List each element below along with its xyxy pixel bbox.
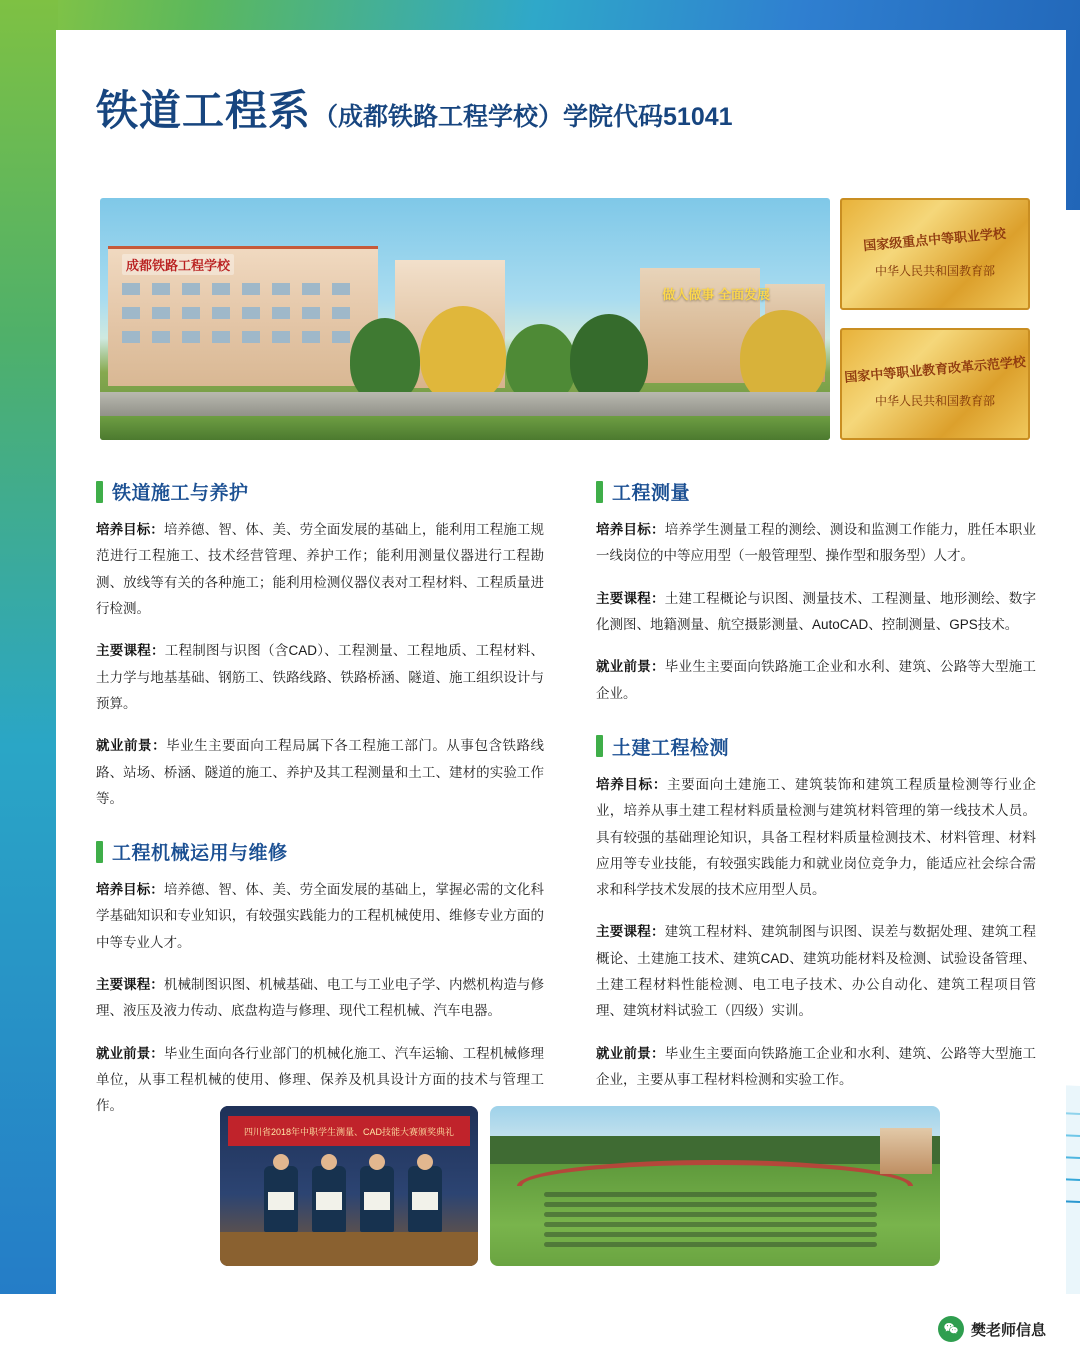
major-courses bbox=[596, 919, 1036, 1024]
plaque-title: 国家中等职业教育改革示范学校 bbox=[843, 354, 1027, 385]
goal-label: 培养目标： bbox=[96, 882, 164, 898]
plaque-issuer: 中华人民共和国教育部 bbox=[874, 264, 995, 278]
left-column bbox=[96, 478, 544, 1146]
photo-table bbox=[220, 1232, 478, 1266]
school-name-sign: 成都铁路工程学校 bbox=[122, 254, 234, 275]
goal-text: 培养学生测量工程的测绘、测设和监测工作能力，胜任本职业一线岗位的中等应用型（一般管理型、操作型和服务型）人才。 bbox=[596, 522, 1037, 564]
goal-text: 培养德、智、体、美、劳全面发展的基础上，掌握必需的文化科学基础知识和专业知识，有较强实践能力的工程机械使用、维修专业方面的中等专业人才。 bbox=[96, 882, 544, 950]
section-title bbox=[96, 838, 544, 865]
major-career bbox=[596, 1041, 1036, 1094]
title-accent-bar bbox=[596, 481, 603, 503]
photo-dorm-building bbox=[880, 1128, 932, 1174]
major-name: 铁道施工与养护 bbox=[112, 483, 249, 504]
major-block-railway-construction bbox=[96, 478, 544, 812]
goal-text: 主要面向土建施工、建筑装饰和建筑工程质量检测等行业企业，培养从事土建工程材料质量检测与建筑材料管理的第一线技术人员。具有较强的基础理论知识，具备工程材料质量检测技术、材料管理、材料应用等专业技能，有较强实践能力和就业岗位竞争力，能适应社会综合需求和科学技术发展的技术应用型人员。 bbox=[596, 776, 1037, 898]
page-title: 铁道工程系 bbox=[96, 87, 312, 134]
career-label: 就业前景： bbox=[596, 1045, 665, 1061]
goal-label: 培养目标： bbox=[96, 522, 164, 537]
banner-road bbox=[100, 392, 830, 418]
major-career bbox=[96, 733, 544, 812]
major-courses bbox=[96, 972, 544, 1025]
courses-label: 主要课程： bbox=[96, 643, 165, 659]
plaque-reform-demo-school bbox=[840, 328, 1030, 440]
goal-label: 培养目标： bbox=[596, 522, 665, 537]
section-title bbox=[96, 478, 544, 505]
major-name: 土建工程检测 bbox=[612, 737, 730, 759]
career-text: 毕业生主要面向铁路施工企业和水利、建筑、公路等大型施工企业。 bbox=[596, 659, 1037, 701]
courses-label: 主要课程： bbox=[96, 977, 164, 993]
major-courses bbox=[596, 586, 1036, 639]
major-block-engineering-survey bbox=[596, 478, 1036, 707]
career-text: 毕业生面向各行业部门的机械化施工、汽车运输、工程机械修理单位，从事工程机械的使用、修理、保养及机具设计方面的技术与管理工作。 bbox=[96, 1045, 544, 1114]
career-label: 就业前景： bbox=[96, 1045, 164, 1061]
major-goal bbox=[596, 517, 1036, 570]
career-text: 毕业生主要面向铁路施工企业和水利、建筑、公路等大型施工企业，主要从事工程材料检测和实验工作。 bbox=[596, 1045, 1037, 1087]
award-banner-text: 四川省2018年中职学生测量、CAD技能大赛颁奖典礼 bbox=[228, 1116, 470, 1146]
courses-text: 工程制图与识图（含CAD）、工程测量、工程地质、工程材料、土力学与地基基础、钢筋工、铁路线路、铁路桥涵、隧道、施工组织设计与预算。 bbox=[96, 643, 544, 711]
courses-label: 主要课程： bbox=[596, 590, 665, 606]
title-accent-bar bbox=[96, 841, 103, 863]
courses-label: 主要课程： bbox=[596, 924, 665, 940]
wechat-icon bbox=[938, 1316, 964, 1342]
career-label: 就业前景： bbox=[596, 659, 665, 675]
major-block-engineering-machinery bbox=[96, 838, 544, 1120]
major-goal bbox=[96, 877, 544, 956]
major-block-civil-engineering-testing bbox=[596, 733, 1036, 1093]
major-goal bbox=[96, 517, 544, 622]
courses-text: 机械制图识图、机械基础、电工与工业电子学、内燃机构造与修理、液压及液力传动、底盘构造与修理、现代工程机械、汽车电器。 bbox=[96, 977, 544, 1019]
section-title bbox=[596, 478, 1036, 505]
page-subtitle: （成都铁路工程学校）学院代码51041 bbox=[313, 103, 733, 131]
banner-tree bbox=[420, 306, 506, 404]
banner-lawn bbox=[100, 416, 830, 440]
major-courses bbox=[96, 638, 544, 717]
title-accent-bar bbox=[596, 735, 603, 757]
wechat-account-name: 樊老师信息 bbox=[970, 1321, 1046, 1339]
banner-slogan: 做人做事 全面发展 bbox=[662, 287, 770, 302]
major-goal bbox=[596, 772, 1036, 904]
goal-text: 培养德、智、体、美、劳全面发展的基础上，能利用工程施工规范进行工程施工、技术经营管理、养护工作；能利用测量仪器进行工程勘测、放线等有关的各种施工；能利用检测仪器仪表对工程材料、工程质量进行检测。 bbox=[96, 522, 544, 616]
ghost-title: 铁道工程系 bbox=[640, 92, 850, 136]
major-name: 工程测量 bbox=[612, 483, 691, 504]
career-text: 毕业生主要面向工程局属下各工程施工部门。从事包含铁路线路、站场、桥涵、隧道的施工、养护及其工程测量和土工、建材的实验工作等。 bbox=[96, 738, 545, 806]
courses-text: 建筑工程材料、建筑制图与识图、误差与数据处理、建筑工程概论、土建施工技术、建筑CAD、建筑功能材料及检测、试验设备管理、土建工程材料性能检测、电工电子技术、办公自动化、建筑工程项目管理、建筑材料试验工（四级）实训。 bbox=[596, 924, 1037, 1019]
award-ceremony-photo bbox=[220, 1106, 478, 1266]
award-plaques bbox=[840, 198, 1030, 458]
courses-text: 土建工程概论与识图、测量技术、工程测量、地形测绘、数字化测图、地籍测量、航空摄影测量、AutoCAD、控制测量、GPS技术。 bbox=[596, 590, 1037, 632]
section-title bbox=[596, 733, 1036, 760]
plaque-national-key-school bbox=[840, 198, 1030, 310]
plaque-issuer: 中华人民共和国教育部 bbox=[874, 394, 995, 408]
plaque-title: 国家级重点中等职业学校 bbox=[863, 225, 1007, 254]
career-label: 就业前景： bbox=[96, 738, 167, 754]
page-header bbox=[96, 78, 733, 138]
major-name: 工程机械运用与维修 bbox=[112, 843, 288, 865]
goal-label: 培养目标： bbox=[596, 776, 668, 792]
campus-banner-photo bbox=[100, 198, 830, 440]
footer-band bbox=[0, 1294, 1080, 1356]
wechat-account-chip[interactable] bbox=[938, 1316, 1046, 1342]
major-career bbox=[596, 654, 1036, 707]
campus-field-photo bbox=[490, 1106, 940, 1266]
title-accent-bar bbox=[96, 481, 103, 503]
right-column bbox=[596, 478, 1036, 1119]
